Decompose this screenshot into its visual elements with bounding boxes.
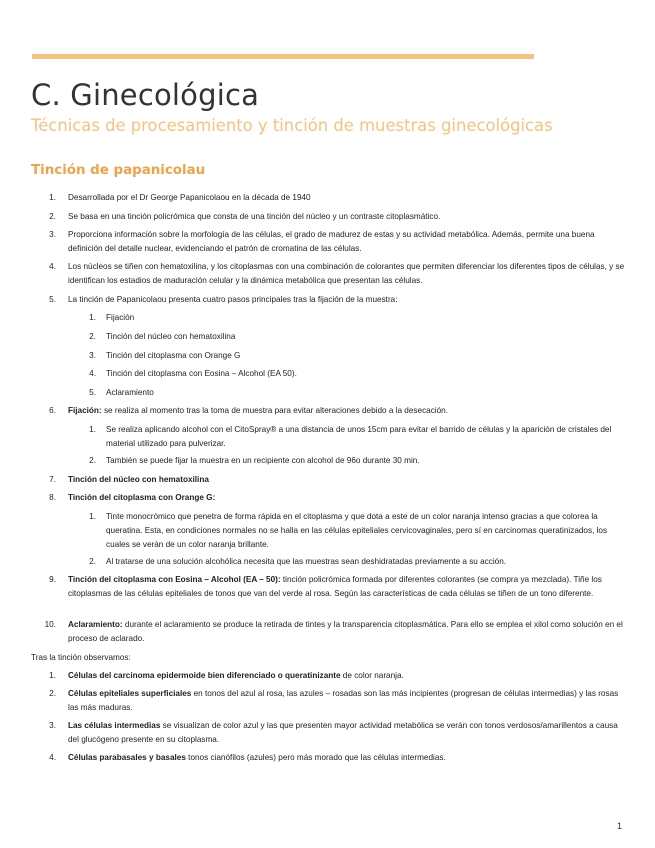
list-text — [68, 669, 628, 683]
list-number: 2. — [89, 557, 96, 566]
list-term: Tinción del citoplasma con Eosina – Alcohol (EA – 50): — [68, 575, 281, 584]
list-text: Al tratarse de una solución alcohólica necesita que las muestras sean deshidratadas previamente a su acción. — [106, 557, 507, 566]
list-text: Tinción del citoplasma con Orange G — [106, 351, 241, 360]
list-number: 5. — [49, 295, 56, 304]
list-number: 3. — [49, 230, 56, 239]
list-number: 1. — [49, 193, 56, 202]
list-number: 2. — [49, 212, 56, 221]
list-term: Tinción del núcleo con hematoxilina — [68, 475, 209, 484]
list-number: 6. — [49, 406, 56, 415]
list-text: Los núcleos se tiñen con hematoxilina, y los citoplasmas con una combinación de colorantes que permiten diferenciar los diferentes tipos de células, y se identifican los estadios de maduración celular y la dinámica metabólica que presentan las células. — [68, 262, 625, 285]
page-number: 1 — [617, 821, 623, 831]
list-description: se visualizan de color azul y las que presenten mayor actividad metabólica se verán con tonos verdosos/amarillentos a causa del glucógeno presente en su citoplasma. — [68, 721, 618, 744]
list-text: Fijación — [106, 313, 135, 322]
section-heading: Tinción de papanicolau — [31, 163, 206, 178]
list-text: También se puede fijar la muestra en un recipiente con alcohol de 96o durante 30 min. — [106, 456, 420, 465]
list-number: 1. — [89, 512, 96, 521]
list-text — [68, 719, 628, 747]
list-description: se realiza al momento tras la toma de muestra para evitar alteraciones debido a la desecación. — [101, 406, 449, 415]
list-description: tinción policrómica formada por diferentes colorantes (se compra ya mezclada). Tiñe los citoplasmas de las células epiteliales de tonos que van del verde al rosa. Según las características de cada células se tiñen de un tono diferente. — [68, 575, 602, 598]
list-description: durante el aclaramiento se produce la retirada de tintes y la transparencia citoplasmática. Para ello se emplea el xilol como solución en el proceso de aclarado. — [68, 620, 623, 643]
list-text: Tinción del citoplasma con Eosina – Alcohol (EA 50). — [106, 369, 297, 378]
list-description: en tonos del azul al rosa, las azules – rosadas son las más incipientes (progresan de células intermedias) y las rosas las más maduras. — [68, 689, 619, 712]
list-term: Tinción del citoplasma con Orange G: — [68, 493, 216, 502]
page-subtitle: Técnicas de procesamiento y tinción de muestras ginecológicas — [31, 116, 553, 135]
list-text — [68, 473, 628, 487]
list-number: 2. — [89, 332, 96, 341]
list-text — [68, 404, 628, 418]
after-stain-text: Tras la tinción observamos: — [31, 653, 131, 662]
list-number: 3. — [89, 351, 96, 360]
page-title: C. Ginecológica — [31, 78, 260, 112]
list-term: Aclaramiento: — [68, 620, 123, 629]
list-number: 4. — [49, 753, 56, 762]
list-number: 4. — [89, 369, 96, 378]
list-number: 2. — [49, 689, 56, 698]
list-number: 8. — [49, 493, 56, 502]
list-description: de color naranja. — [340, 671, 404, 680]
list-text: Aclaramiento — [106, 388, 154, 397]
list-number: 3. — [49, 721, 56, 730]
list-term: Fijación: — [68, 406, 102, 415]
list-term: Células epiteliales superficiales — [68, 689, 192, 698]
list-text — [68, 573, 628, 601]
list-term: Células del carcinoma epidermoide bien diferenciado o queratinizante — [68, 671, 341, 680]
list-text: Proporciona información sobre la morfología de las células, el grado de madurez de estas y su actividad metabólica. Además, permite una buena definición del detalle nuclear, evidenciando el patrón de cromatina de las células. — [68, 230, 595, 253]
list-number: 2. — [89, 456, 96, 465]
list-description: tonos cianófilos (azules) pero más morado que las células intermedias. — [185, 753, 446, 762]
list-number: 5. — [89, 388, 96, 397]
list-number: 10. — [44, 620, 56, 629]
header-rule — [32, 54, 534, 59]
list-text: Se basa en una tinción policrómica que consta de una tinción del núcleo y un contraste citoplasmático. — [68, 212, 441, 221]
list-text: Desarrollada por el Dr George Papanicolaou en la década de 1940 — [68, 193, 311, 202]
list-term: Células parabasales y basales — [68, 753, 186, 762]
list-number: 1. — [89, 425, 96, 434]
list-text: Tinte monocrómico que penetra de forma rápida en el citoplasma y que dota a este de un color naranja intenso gracias a que colorea la queratina. Esta, en condiciones normales no se halla en las células epiteliales cervicovaginales, pero sí en carcinomas queratinizados, los cuales se verán de un color naranja brillante. — [106, 512, 608, 549]
list-text: Tinción del núcleo con hematoxilina — [106, 332, 236, 341]
list-term: Las células intermedias — [68, 721, 161, 730]
list-number: 7. — [49, 475, 56, 484]
list-number: 1. — [89, 313, 96, 322]
list-number: 9. — [49, 575, 56, 584]
list-number: 4. — [49, 262, 56, 271]
list-text: Se realiza aplicando alcohol con el CitoSpray® a una distancia de unos 15cm para evitar el barrido de células y la aparición de cristales del material utilizado para pulverizar. — [106, 425, 612, 448]
list-text: La tinción de Papanicolaou presenta cuatro pasos principales tras la fijación de la muestra: — [68, 295, 398, 304]
list-number: 1. — [49, 671, 56, 680]
list-text — [68, 618, 628, 646]
list-text — [68, 687, 628, 715]
list-text — [68, 751, 628, 765]
list-text — [68, 491, 628, 505]
